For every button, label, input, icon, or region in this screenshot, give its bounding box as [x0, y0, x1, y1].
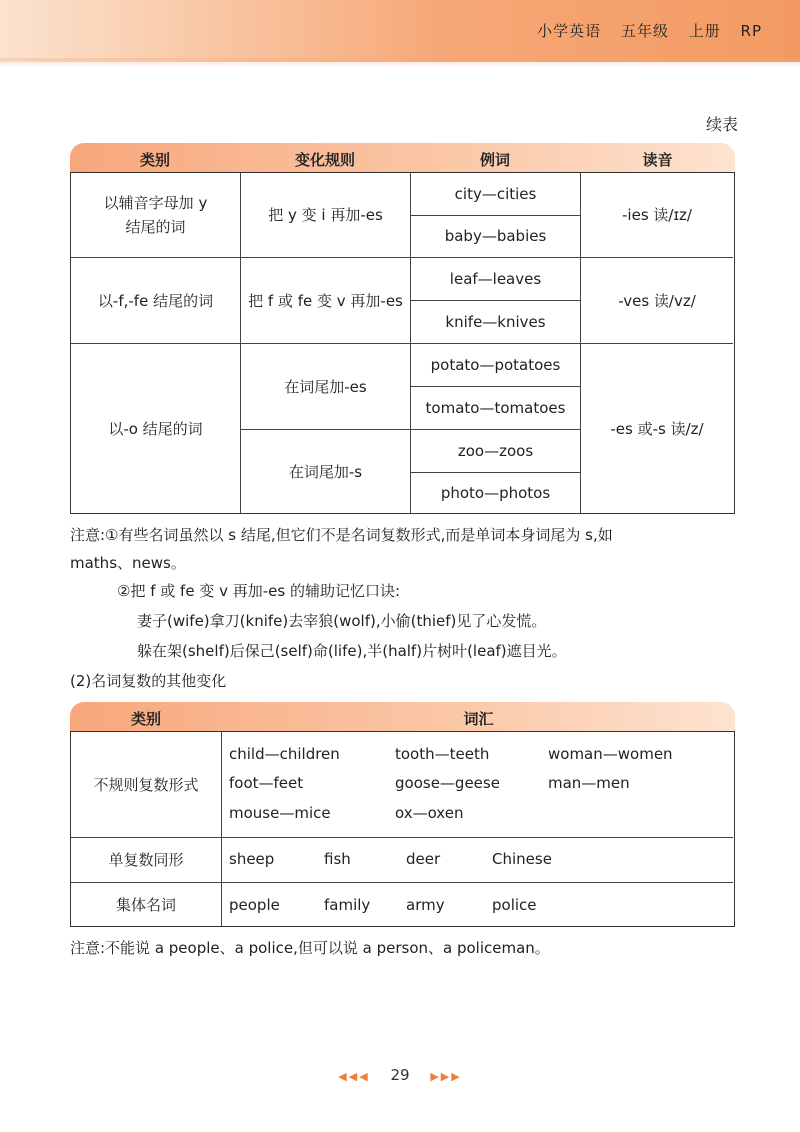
table1-example: baby—babies [444, 227, 547, 245]
table1-rule-o-s: 在词尾加-s [288, 462, 363, 481]
continued-label: 续表 [705, 115, 738, 134]
page-header-band [0, 0, 800, 62]
table2-word: Chinese [492, 850, 552, 868]
prev-arrows-icon: ◀◀◀ [338, 1070, 370, 1083]
table2-word: army [406, 896, 445, 914]
table1-category-f: 以-f,-fe 结尾的词 [97, 291, 214, 310]
table1-header-example: 例词 [479, 151, 510, 169]
note2: 注意:不能说 a people、a police,但可以说 a person、a policeman。 [70, 939, 550, 957]
page-number: 29 [390, 1066, 410, 1084]
note1-line4: 妻子(wife)拿刀(knife)去宰狼(wolf),小偷(thief)见了心发慌。 [137, 612, 547, 630]
table1-category-o: 以-o 结尾的词 [108, 419, 203, 438]
table1-example: knife—knives [445, 312, 546, 331]
table2-body [70, 731, 735, 927]
table2-word: sheep [229, 850, 275, 868]
table2-word: deer [406, 850, 441, 868]
table1-example: potato—potatoes [430, 356, 561, 374]
note1-line3: ②把 f 或 fe 变 v 再加-es 的辅助记忆口诀: [117, 582, 401, 600]
table2-header [70, 702, 735, 732]
table2-word: mouse—mice [229, 804, 331, 822]
table1-example: tomato—tomatoes [425, 398, 566, 417]
table2-word: woman—women [548, 745, 673, 763]
header-edition: RP [740, 22, 762, 40]
table2-word: goose—geese [395, 774, 500, 792]
header-grade: 五年级 [620, 22, 669, 40]
table2-word: man—men [548, 774, 630, 792]
table2-word: foot—feet [229, 774, 304, 792]
table1-header-category: 类别 [139, 151, 170, 169]
table2-word: fish [324, 850, 351, 868]
table1-category-y: 以辅音字母加 y 结尾的词 [103, 194, 208, 236]
note1-line5: 躲在架(shelf)后保己(self)命(life),半(half)片树叶(leaf)遮目光。 [137, 642, 567, 660]
table1-rule-y: 把 y 变 i 再加-es [268, 206, 383, 224]
table1-example: photo—photos [440, 483, 551, 502]
note1-line1: 注意:①有些名词虽然以 s 结尾,但它们不是名词复数形式,而是单词本身词尾为 s,如 [70, 526, 613, 544]
table1-header-rule: 变化规则 [294, 151, 355, 169]
table1-example: zoo—zoos [457, 442, 534, 460]
table1-body [70, 172, 735, 514]
table1-pronunciation-ies: -ies 读/ɪz/ [622, 206, 692, 224]
header-subject: 小学英语 [537, 22, 602, 40]
table1-pronunciation-ves: -ves 读/vz/ [618, 291, 696, 310]
table2-word: police [492, 896, 537, 914]
next-arrows-icon: ▶▶▶ [430, 1070, 462, 1083]
table1-header [70, 143, 735, 173]
table2-word: ox—oxen [395, 804, 464, 822]
table1-pronunciation-es-s: -es 或-s 读/z/ [610, 419, 704, 438]
table2-category-collective: 集体名词 [115, 895, 176, 914]
table1-rule-o-es: 在词尾加-es [284, 377, 367, 396]
table2-word: people [229, 896, 280, 914]
table2-category-irregular: 不规则复数形式 [93, 775, 199, 794]
section2-title: (2)名词复数的其他变化 [70, 672, 227, 690]
table2-header-words: 词汇 [463, 710, 494, 728]
table2-word: child—children [229, 745, 340, 763]
table2-header-category: 类别 [130, 710, 161, 728]
header-text [523, 20, 762, 41]
page-footer [0, 1066, 800, 1084]
table1-example: leaf—leaves [449, 270, 542, 288]
note1-line2: maths、news。 [70, 554, 186, 572]
table2-category-same-form: 单复数同形 [108, 851, 184, 869]
header-volume: 上册 [688, 22, 721, 40]
table1-rule-f: 把 f 或 fe 变 v 再加-es [248, 291, 403, 310]
table1-header-pronunciation: 读音 [642, 151, 673, 169]
table2-word: tooth—teeth [395, 745, 490, 763]
table1-example: city—cities [454, 185, 537, 203]
table2-word: family [324, 896, 371, 914]
